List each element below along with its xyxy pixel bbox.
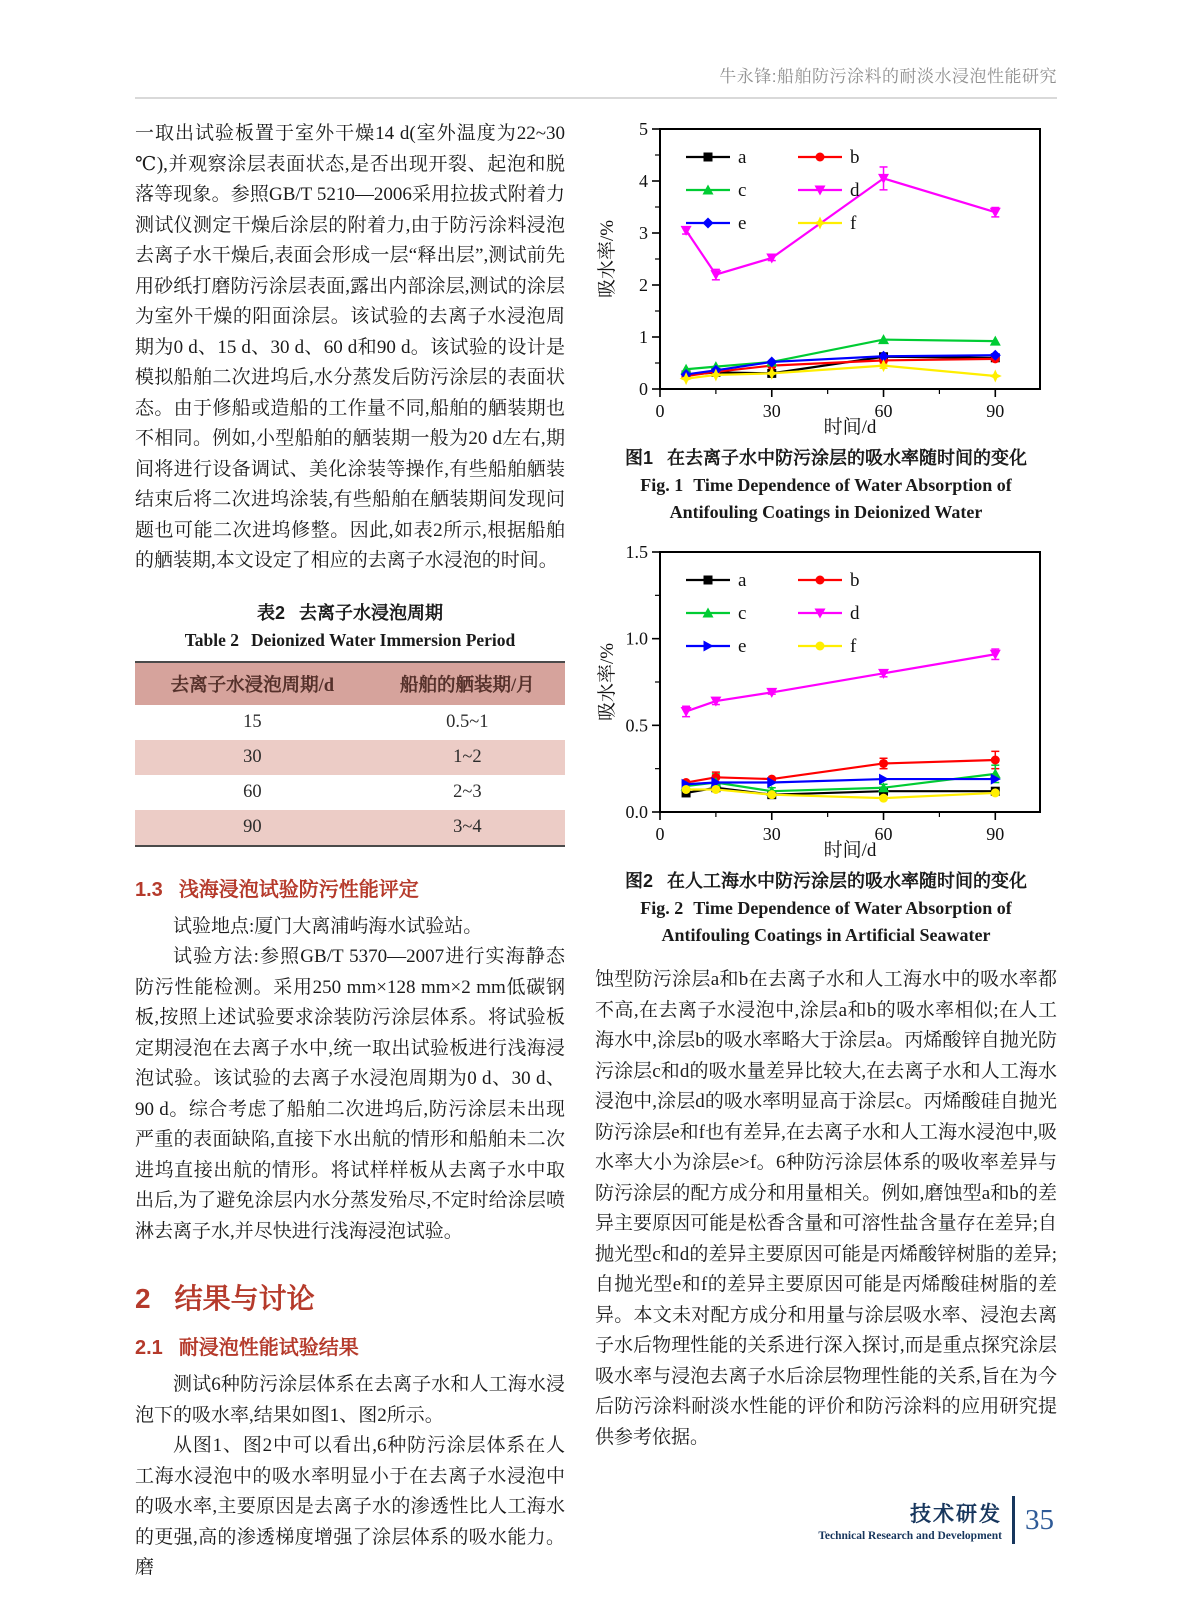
figure1-caption-zh	[595, 445, 1057, 472]
svg-text:d: d	[850, 603, 860, 624]
svg-text:90: 90	[986, 824, 1005, 844]
svg-text:60: 60	[874, 824, 893, 844]
table-cell: 2~3	[453, 781, 482, 802]
figure1-line-chart	[596, 119, 1056, 441]
table-header-cell: 船舶的舾装期/月	[400, 675, 535, 696]
table-cell: 1~2	[453, 746, 482, 767]
svg-text:0: 0	[639, 379, 648, 399]
table-row	[135, 740, 565, 775]
figure1-caption-zh-text: 在去离子水中防污涂层的吸水率随时间的变化	[667, 448, 1027, 468]
table-caption-zh-num: 表2	[256, 602, 285, 623]
svg-text:e: e	[738, 636, 747, 657]
section-number: 2.1	[135, 1337, 163, 1359]
svg-text:时间/d: 时间/d	[823, 840, 877, 861]
svg-text:1.5: 1.5	[625, 542, 648, 562]
figure2-caption-en	[595, 895, 1057, 922]
table-cell: 3~4	[453, 816, 482, 837]
immersion-period-table	[135, 661, 565, 847]
svg-text:1: 1	[639, 327, 648, 347]
figure1-caption-zh-num: 图1	[624, 448, 653, 468]
figure2-line-chart	[596, 542, 1056, 864]
table-cell: 60	[243, 781, 262, 802]
svg-text:3: 3	[639, 223, 648, 243]
section-title: 浅海浸泡试验防污性能评定	[178, 878, 419, 901]
figure2-caption-en-num: Fig. 2	[640, 898, 684, 918]
section-heading-2	[135, 1277, 565, 1317]
page-number: 35	[1025, 1503, 1054, 1536]
svg-text:60: 60	[874, 401, 893, 421]
svg-text:0.0: 0.0	[625, 802, 648, 822]
table-header-row	[135, 662, 565, 705]
svg-text:0: 0	[655, 401, 665, 421]
svg-text:30: 30	[762, 401, 781, 421]
figure1-caption-en-line2: Antifouling Coatings in Deionized Water	[669, 502, 983, 522]
section-number: 2	[135, 1283, 151, 1314]
section-title: 结果与讨论	[174, 1283, 315, 1314]
section-heading-1-3	[135, 873, 565, 902]
footer-section-zh: 技术研发	[910, 1503, 1002, 1526]
paragraph: 从图1、图2中可以看出,6种防污涂层体系在人工海水浸泡中的吸水率明显小于在去离子水浸泡中的吸水率,主要原因是去离子水的渗透性比人工海水的更强,高的渗透梯度增强了涂层体系的吸水能力。磨	[135, 1435, 565, 1578]
section-number: 1.3	[135, 878, 163, 901]
page-footer	[818, 1496, 1054, 1544]
table-caption-zh-text: 去离子水浸泡周期	[299, 602, 443, 623]
figure2-caption-en-text: Time Dependence of Water Absorption of	[693, 898, 1012, 918]
svg-text:吸水率/%: 吸水率/%	[597, 219, 618, 299]
svg-text:b: b	[850, 147, 860, 168]
footer-divider	[1012, 1496, 1015, 1544]
svg-text:0.5: 0.5	[625, 715, 648, 736]
svg-text:e: e	[738, 213, 747, 234]
paragraph: 试验地点:厦门大离浦屿海水试验站。	[173, 915, 483, 937]
svg-text:4: 4	[639, 171, 648, 191]
footer-section-en: Technical Research and Development	[818, 1530, 1002, 1542]
svg-text:2: 2	[639, 275, 648, 295]
table-cell: 30	[243, 746, 262, 767]
running-title: 牛永锋:船舶防污涂料的耐淡水浸泡性能研究	[719, 67, 1057, 86]
two-column-layout	[135, 119, 1057, 1584]
figure1-caption-en-num: Fig. 1	[640, 475, 684, 495]
table-caption-en-text: Deionized Water Immersion Period	[251, 629, 516, 650]
figure1-caption-en	[595, 472, 1057, 499]
figure1-caption	[595, 445, 1057, 526]
figure2-caption-zh	[595, 868, 1057, 895]
right-column	[595, 119, 1057, 1453]
svg-text:30: 30	[762, 824, 781, 844]
svg-text:a: a	[738, 570, 747, 591]
table-cell: 15	[243, 711, 262, 732]
svg-text:0: 0	[655, 824, 665, 844]
svg-text:吸水率/%: 吸水率/%	[597, 642, 618, 722]
footer-section	[818, 1498, 1002, 1542]
svg-text:90: 90	[986, 401, 1005, 421]
svg-text:1.0: 1.0	[625, 628, 648, 649]
figure1-caption-en-text: Time Dependence of Water Absorption of	[693, 475, 1012, 495]
table-caption-en-num: Table 2	[184, 629, 240, 650]
table-caption-zh	[135, 599, 565, 625]
figure2-caption-zh-text: 在人工海水中防污涂层的吸水率随时间的变化	[667, 871, 1027, 891]
table-header-cell: 去离子水浸泡周期/d	[170, 675, 335, 696]
paragraph: 蚀型防污涂层a和b在去离子水和人工海水中的吸水率都不高,在去离子水浸泡中,涂层a和b的吸水率相似;在人工海水中,涂层b的吸水率略大于涂层a。丙烯酸锌自抛光防污涂层c和d的吸水量差异比较大,在去离子水和人工海水浸泡中,涂层d的吸水率明显高于涂层c。丙烯酸硅自抛光防污涂层e和f也有差异,在去离子水和人工海水浸泡中,吸水率大小为涂层e>f。6种防污涂层体系的吸收率差异与防污涂层的配方成分和用量相关。例如,磨蚀型a和b的差异主要原因可能是松香含量和可溶性盐含量存在差异;自抛光型c和d的差异主要原因可能是丙烯酸锌树脂的差异;自抛光型e和f的差异主要原因可能是丙烯酸硅树脂的差异。本文未对配方成分和用量与涂层吸水率、浸泡去离子水后物理性能的关系进行深入探讨,而是重点探究涂层吸水率与浸泡去离子水后涂层物理性能的关系,旨在为今后防污涂料耐淡水性能的评价和防污涂料的应用研究提供参考依据。	[595, 969, 1057, 1448]
table-cell: 0.5~1	[446, 711, 489, 732]
section-heading-2-1	[135, 1331, 565, 1360]
figure2-caption-en-line2: Antifouling Coatings in Artificial Seawater	[661, 925, 991, 945]
svg-text:c: c	[738, 180, 747, 201]
paragraph: 试验方法:参照GB/T 5370—2007进行实海静态防污性能检测。采用250 mm×128 mm×2 mm低碳钢板,按照上述试验要求涂装防污涂层体系。将试验板定期浸泡在去离子水中,统一取出试验板进行浅海浸泡试验。该试验的去离子水浸泡周期为0 d、30 d、90 d。综合考虑了船舶二次进坞后,防污涂层未出现严重的表面缺陷,直接下水出航的情形和船舶未二次进坞直接出航的情形。将试样样板从去离子水中取出后,为了避免涂层内水分蒸发殆尽,不定时给涂层喷淋去离子水,并尽快进行浅海浸泡试验。	[135, 946, 565, 1242]
svg-text:d: d	[850, 180, 860, 201]
paragraph: 一取出试验板置于室外干燥14 d(室外温度为22~30 ℃),并观察涂层表面状态,是否出现开裂、起泡和脱落等现象。参照GB/T 5210—2006采用拉拔式附着力测试仪测定干燥后涂层的附着力,由于防污涂料浸泡去离子水干燥后,表面会形成一层“释出层”,测试前先用砂纸打磨防污涂层表面,露出内部涂层,测试的涂层为室外干燥的阳面涂层。该试验的去离子水浸泡周期为0 d、15 d、30 d、60 d和90 d。该试验的设计是模拟船舶二次进坞后,水分蒸发后防污涂层的表面状态。由于修船或造船的工作量不同,船舶的舾装期也不相同。例如,小型船舶的舾装期一般为20 d左右,期间将进行设备调试、美化涂装等操作,有些船舶舾装结束后将二次进坞涂装,有些船舶在舾装期间发现问题也可能二次进坞修整。因此,如表2所示,根据船舶的舾装期,本文设定了相应的去离子水浸泡的时间。	[135, 123, 565, 571]
table-row	[135, 705, 565, 740]
left-column	[135, 119, 565, 1584]
svg-text:f: f	[850, 636, 857, 657]
header-rule	[135, 97, 1057, 99]
table-row	[135, 775, 565, 810]
figure2-caption	[595, 868, 1057, 949]
svg-text:f: f	[850, 213, 857, 234]
svg-text:时间/d: 时间/d	[823, 417, 877, 438]
table-cell: 90	[243, 816, 262, 837]
svg-text:5: 5	[639, 119, 648, 139]
table-caption-en	[135, 630, 565, 651]
paragraph: 测试6种防污涂层体系在去离子水和人工海水浸泡下的吸水率,结果如图1、图2所示。	[135, 1374, 565, 1426]
svg-text:a: a	[738, 147, 747, 168]
section-title: 耐浸泡性能试验结果	[178, 1337, 359, 1359]
svg-text:b: b	[850, 570, 860, 591]
table-row	[135, 810, 565, 846]
figure2-caption-zh-num: 图2	[624, 871, 653, 891]
svg-text:c: c	[738, 603, 747, 624]
